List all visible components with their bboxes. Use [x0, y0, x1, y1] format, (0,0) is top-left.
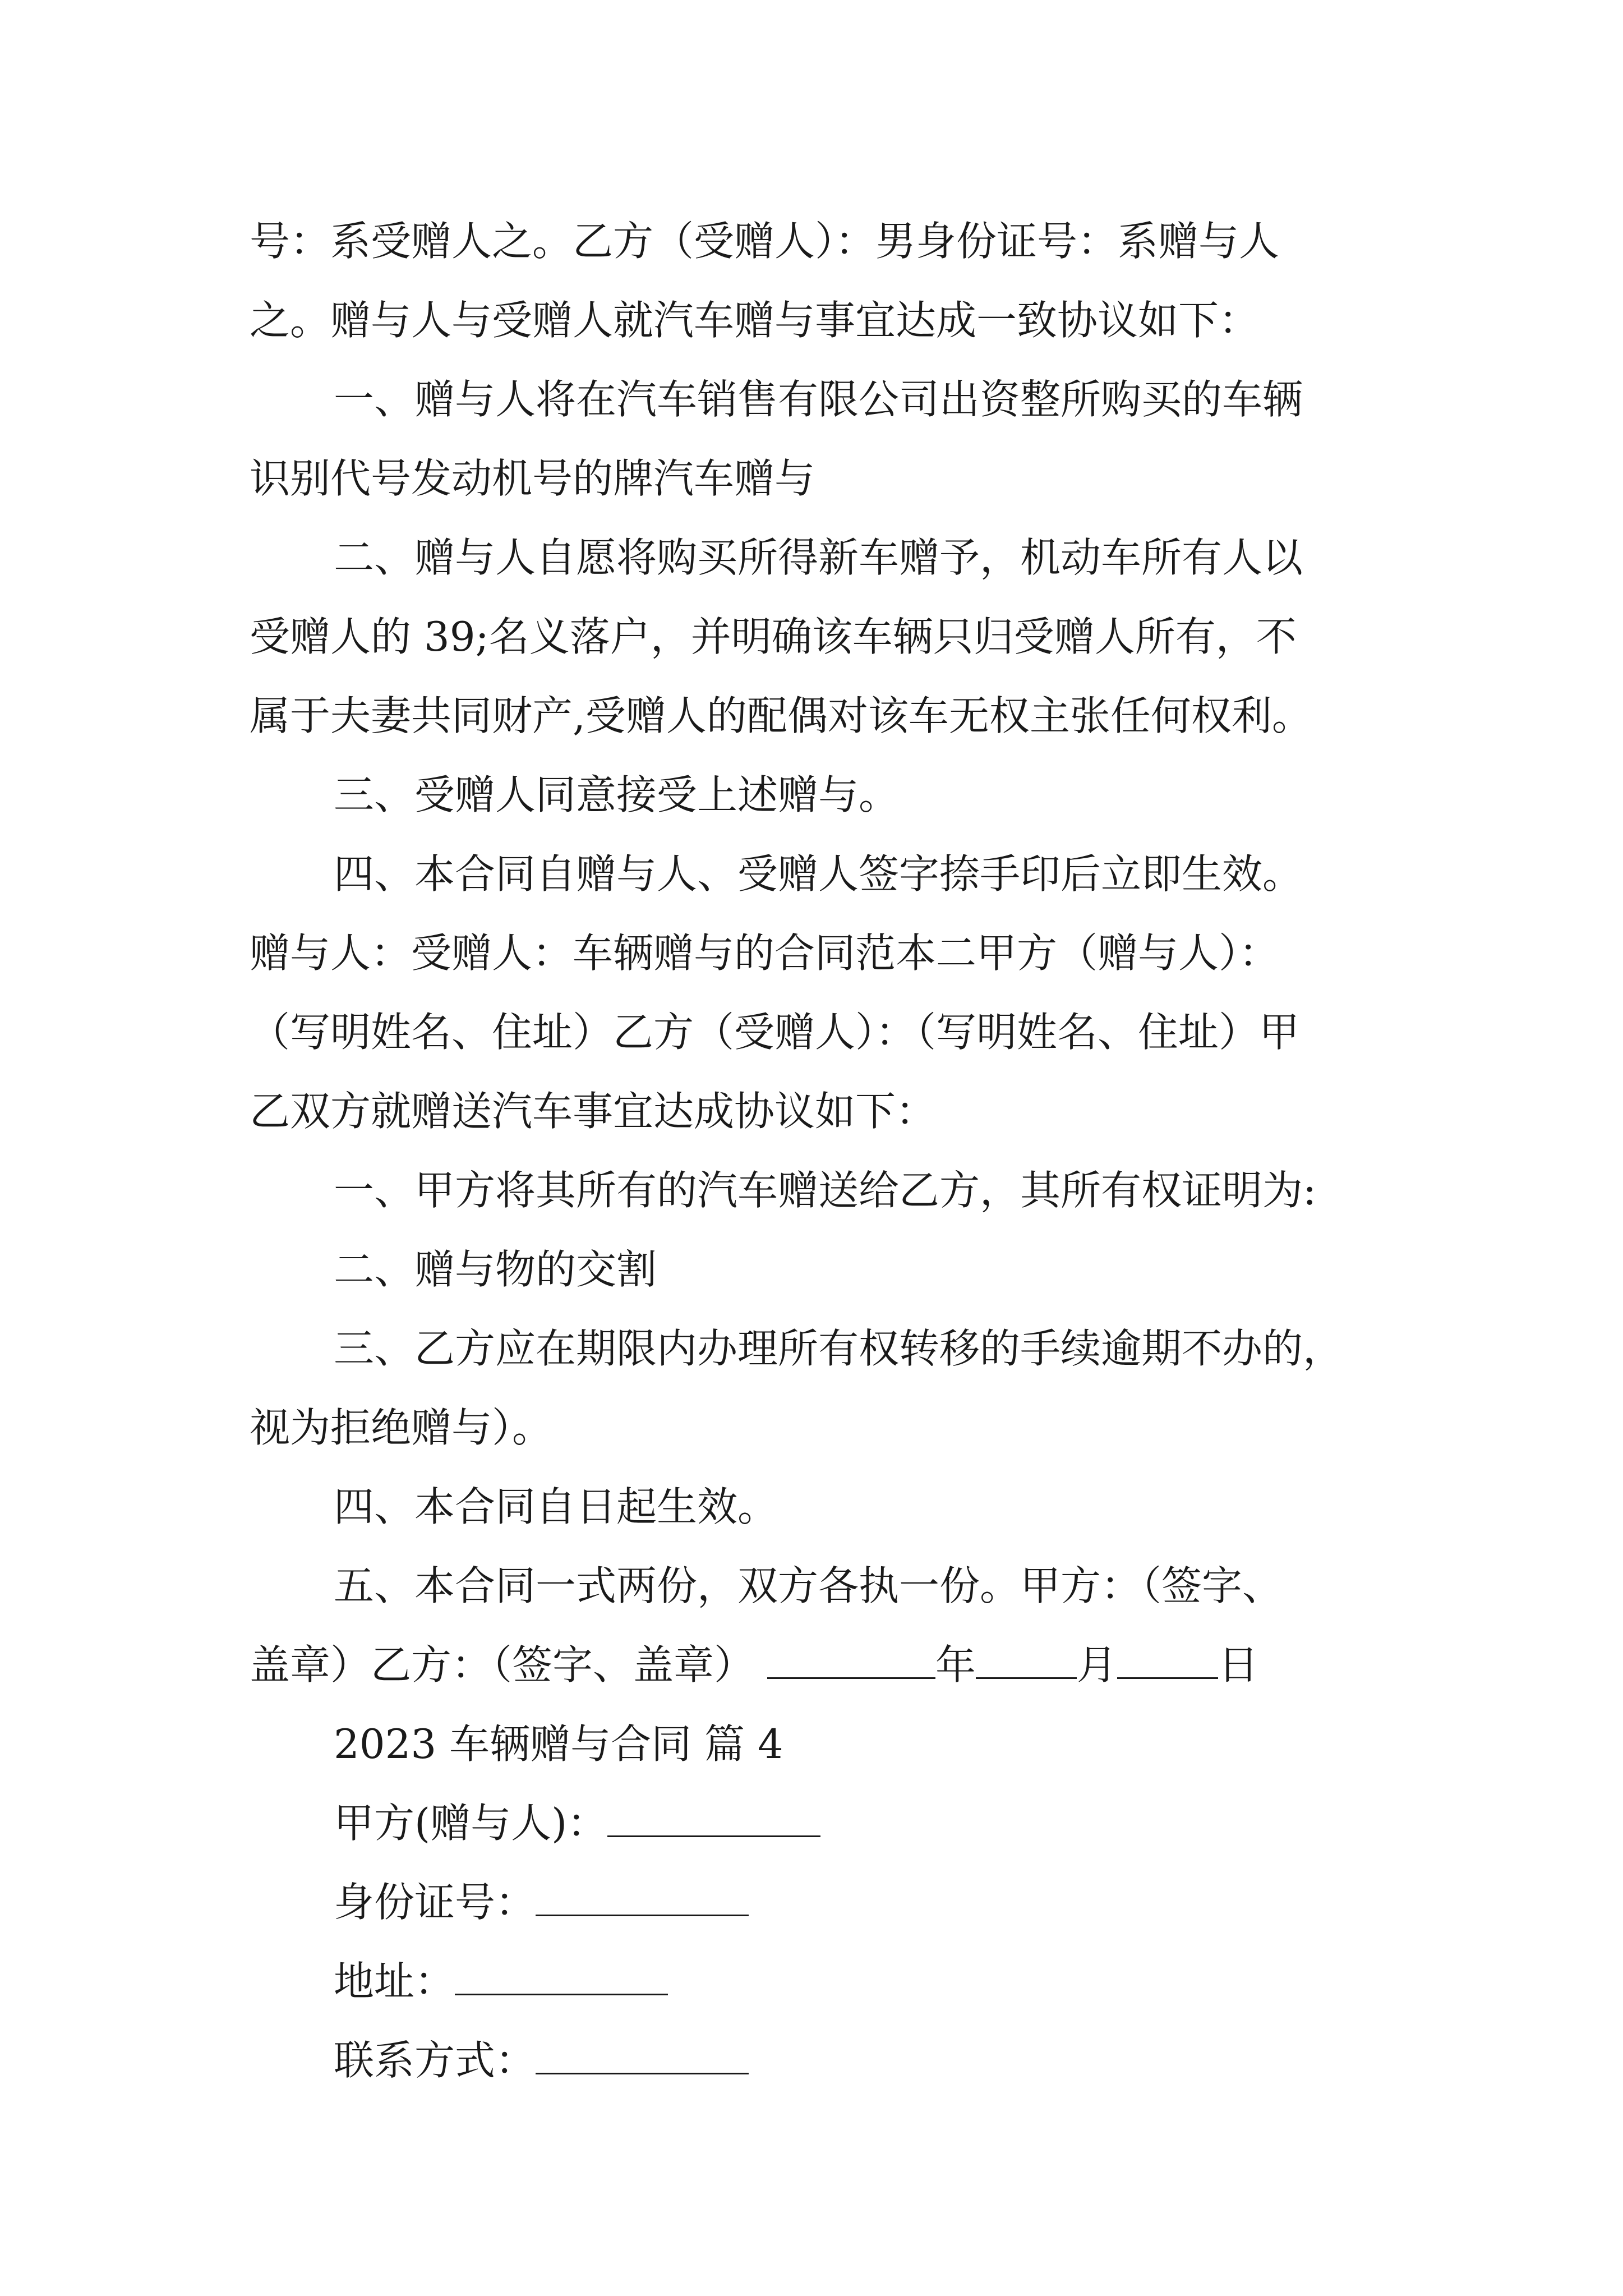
- day-label: 日: [1218, 1641, 1258, 1688]
- contact-field: [250, 2021, 1399, 2100]
- year-blank: [767, 1638, 935, 1679]
- clause-line: 三、乙方应在期限内办理所有权转移的手续逾期不办的，: [334, 1325, 1344, 1372]
- day-blank: [1117, 1638, 1218, 1679]
- body-line: 视为拒绝赠与）。: [250, 1404, 553, 1451]
- signature-date-line: [250, 1626, 1399, 1705]
- year-label: 年: [935, 1641, 976, 1688]
- body-line: 之。赠与人与受赠人就汽车赠与事宜达成一致协议如下：: [250, 297, 1260, 344]
- body-line: 属于夫妻共同财产,受赠人的配偶对该车无权主张任何权利。: [250, 692, 1312, 739]
- id-blank: [536, 1875, 749, 1916]
- body-line: 识别代号发动机号的牌汽车赠与: [250, 455, 815, 502]
- address-blank: [455, 1954, 668, 1995]
- donor-label: 甲方(赠与人)：: [334, 1800, 608, 1847]
- clause-line: 五、本合同一式两份，双方各执一份。甲方：（签字、: [334, 1562, 1283, 1609]
- month-label: 月: [1076, 1641, 1117, 1688]
- body-line: 号：系受赠人之。乙方（受赠人）：男身份证号：系赠与人: [250, 218, 1280, 265]
- donor-blank: [607, 1796, 820, 1837]
- address-field: [250, 1942, 1399, 2021]
- id-label: 身份证号：: [334, 1879, 536, 1926]
- body-line: 赠与人：受赠人：车辆赠与的合同范本二甲方（赠与人）：: [250, 930, 1280, 977]
- donor-field: [250, 1784, 1399, 1863]
- id-field: [250, 1863, 1399, 1942]
- clause-line: 二、赠与物的交割: [334, 1246, 657, 1293]
- address-label: 地址：: [334, 1958, 455, 2005]
- body-line: （写明姓名、住址）乙方（受赠人）：（写明姓名、住址）甲: [250, 1009, 1300, 1056]
- signature-prefix: 盖章）乙方：（签字、盖章）: [250, 1641, 755, 1688]
- clause-line: 三、受赠人同意接受上述赠与。: [334, 771, 900, 818]
- clause-line: 一、赠与人将在汽车销售有限公司出资整所购买的车辆: [334, 376, 1303, 423]
- contract-body: [250, 202, 1399, 2100]
- body-line: 乙双方就赠送汽车事宜达成协议如下：: [250, 1088, 937, 1135]
- clause-line: 四、本合同自日起生效。: [334, 1483, 778, 1530]
- section-title: 2023 车辆赠与合同 篇 4: [334, 1720, 783, 1768]
- month-blank: [976, 1638, 1077, 1679]
- clause-line: 二、赠与人自愿将购买所得新车赠予，机动车所有人以: [334, 534, 1303, 581]
- contact-blank: [536, 2033, 749, 2074]
- body-line: 受赠人的 39;名义落户，并明确该车辆只归受赠人所有，不: [250, 613, 1297, 660]
- clause-line: 四、本合同自赠与人、受赠人签字捺手印后立即生效。: [334, 850, 1303, 898]
- clause-line: 一、甲方将其所有的汽车赠送给乙方，其所有权证明为:: [334, 1167, 1317, 1214]
- contact-label: 联系方式：: [334, 2037, 536, 2084]
